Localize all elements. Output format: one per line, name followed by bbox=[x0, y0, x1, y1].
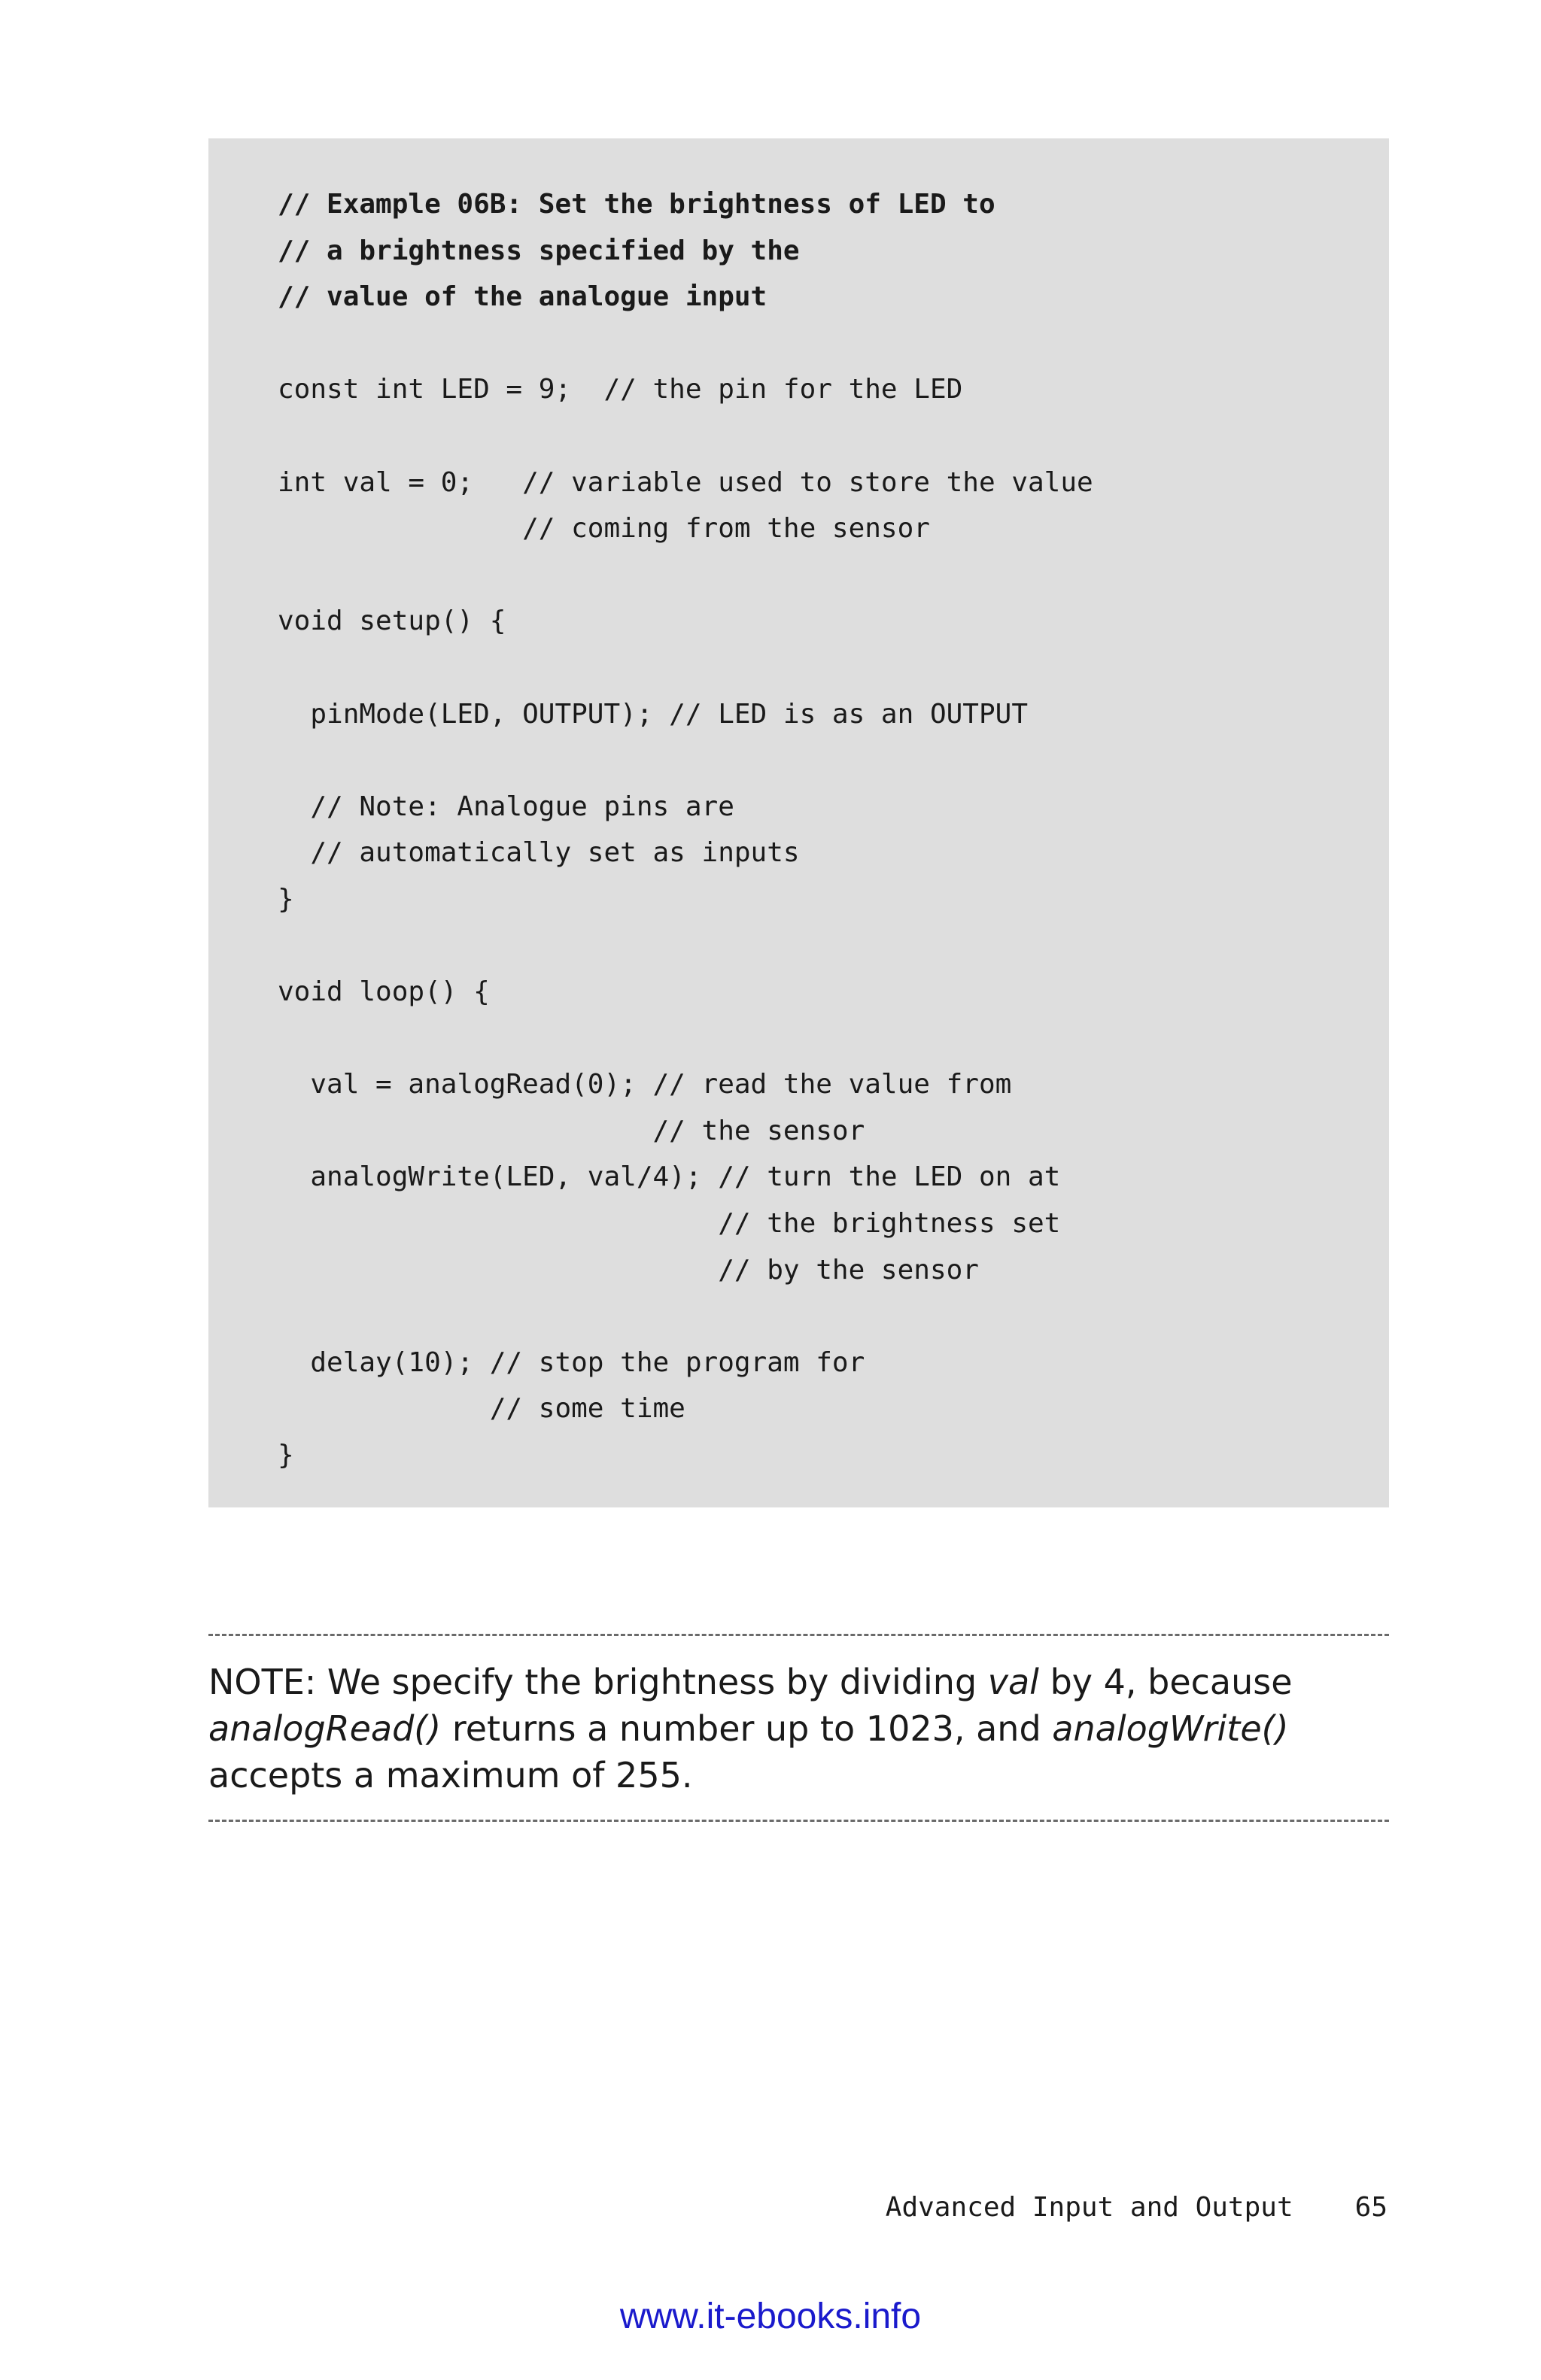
code-line: // the brightness set bbox=[278, 1208, 1061, 1240]
note-term-val: val bbox=[987, 1662, 1039, 1702]
code-line: // some time bbox=[278, 1393, 685, 1425]
code-line: } bbox=[278, 1440, 294, 1471]
code-line: // by the sensor bbox=[278, 1254, 979, 1286]
code-line: // Note: Analogue pins are bbox=[278, 791, 734, 822]
code-line: val = analogRead(0); // read the value from bbox=[278, 1069, 1012, 1100]
code-line: // the sensor bbox=[278, 1115, 865, 1146]
page-number: 65 bbox=[1354, 2192, 1388, 2223]
note-text bbox=[208, 1659, 1389, 1799]
code-line bbox=[278, 923, 1389, 970]
page-footer bbox=[886, 2192, 1388, 2223]
code-line: // Example 06B: Set the brightness of LED to bbox=[278, 189, 995, 220]
code-line: // coming from the sensor bbox=[278, 513, 930, 545]
code-line: void loop() { bbox=[278, 976, 490, 1008]
code-line: int val = 0; // variable used to store the value bbox=[278, 466, 1093, 498]
code-line bbox=[278, 1015, 1389, 1062]
code-line: void setup() { bbox=[278, 606, 506, 637]
code-line bbox=[278, 1293, 1389, 1340]
code-line: // automatically set as inputs bbox=[278, 837, 800, 869]
note-text-part: accepts a maximum of 255. bbox=[208, 1755, 693, 1796]
code-line: const int LED = 9; // the pin for the LED bbox=[278, 374, 963, 405]
note-text-part: NOTE: We specify the brightness by dividing bbox=[208, 1662, 988, 1702]
note-term-analogread: analogRead() bbox=[208, 1708, 442, 1749]
code-line: analogWrite(LED, val/4); // turn the LED on at bbox=[278, 1161, 1061, 1193]
code-line bbox=[278, 413, 1389, 460]
note-text-part: returns a number up to 1023, and bbox=[441, 1708, 1053, 1749]
code-line: // a brightness specified by the bbox=[278, 235, 800, 266]
code-line bbox=[278, 737, 1389, 784]
note-text-part: by 4, because bbox=[1038, 1662, 1293, 1702]
code-line: pinMode(LED, OUTPUT); // LED is as an OUTPUT bbox=[278, 698, 1028, 730]
code-line: delay(10); // stop the program for bbox=[278, 1346, 865, 1378]
note-box bbox=[208, 1634, 1389, 1822]
note-term-analogwrite: analogWrite() bbox=[1052, 1708, 1289, 1749]
chapter-title: Advanced Input and Output bbox=[885, 2192, 1293, 2223]
code-line: } bbox=[278, 883, 294, 915]
watermark-link[interactable]: www.it-ebooks.info bbox=[619, 2297, 922, 2336]
code-line bbox=[278, 320, 1389, 367]
code-listing bbox=[208, 138, 1389, 1507]
code-line bbox=[278, 645, 1389, 691]
code-line: // value of the analogue input bbox=[278, 281, 767, 313]
code-line bbox=[278, 552, 1389, 599]
